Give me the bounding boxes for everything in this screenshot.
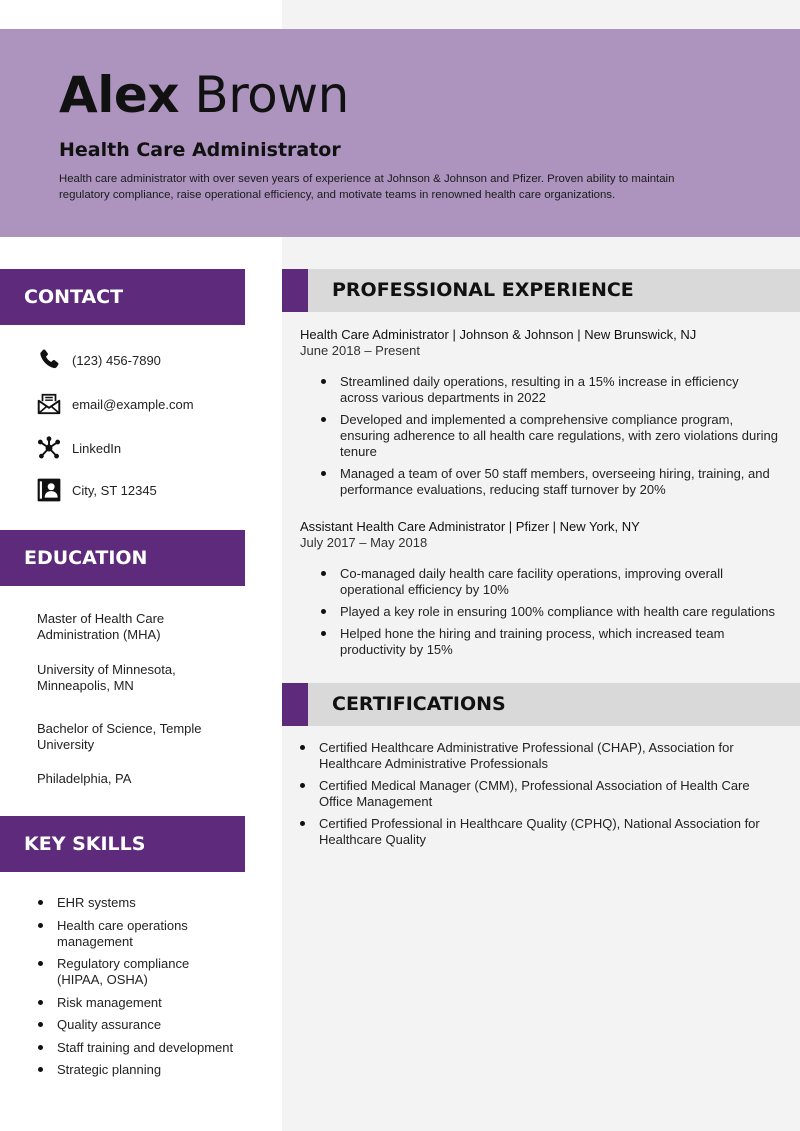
education-location-2: Philadelphia, PA bbox=[37, 771, 132, 786]
contact-linkedin[interactable] bbox=[36, 434, 121, 462]
job-bullets-2 bbox=[320, 566, 790, 664]
skill-item: Health care operations management bbox=[37, 918, 237, 950]
certifications-list bbox=[299, 740, 774, 854]
contact-phone bbox=[36, 346, 161, 374]
email-address[interactable]: email@example.com bbox=[72, 396, 194, 412]
first-name: Alex bbox=[59, 66, 179, 124]
education-degree-1: Master of Health Care Administration (MHA) bbox=[37, 611, 165, 642]
education-degree-2: Bachelor of Science, Temple University bbox=[37, 721, 202, 752]
contact-location bbox=[36, 476, 157, 504]
skill-item: Strategic planning bbox=[37, 1062, 237, 1078]
last-name: Brown bbox=[194, 66, 349, 124]
network-icon bbox=[36, 435, 62, 461]
address-book-icon bbox=[36, 477, 62, 503]
skill-item: Risk management bbox=[37, 995, 237, 1011]
skill-item: Quality assurance bbox=[37, 1017, 237, 1033]
job-title-2: Assistant Health Care Administrator | Pfizer | New York, NY bbox=[300, 519, 640, 534]
section-accent-tab bbox=[282, 269, 308, 312]
envelope-icon bbox=[36, 391, 62, 417]
experience-heading: PROFESSIONAL EXPERIENCE bbox=[332, 279, 634, 301]
section-accent-tab bbox=[282, 683, 308, 726]
candidate-name bbox=[59, 64, 349, 126]
linkedin-link[interactable]: LinkedIn bbox=[72, 440, 122, 456]
resume-header bbox=[0, 29, 800, 237]
job-bullet: Developed and implemented a comprehensive compliance program, ensuring adherence to all health care regulations, with zero violations during tenure bbox=[320, 412, 780, 460]
certifications-heading: CERTIFICATIONS bbox=[332, 693, 506, 715]
education-heading: EDUCATION bbox=[0, 530, 245, 586]
job-bullets-1 bbox=[320, 374, 780, 504]
phone-icon bbox=[36, 347, 62, 373]
skill-item: EHR systems bbox=[37, 895, 237, 911]
job-bullet: Helped hone the hiring and training process, which increased team productivity by 15% bbox=[320, 626, 790, 658]
contact-email[interactable] bbox=[36, 390, 194, 418]
job-dates-1: June 2018 – Present bbox=[300, 343, 420, 358]
certification-item: Certified Professional in Healthcare Quality (CPHQ), National Association for Healthcare Quality bbox=[299, 816, 774, 848]
skills-list bbox=[37, 895, 237, 1085]
certifications-header-bar bbox=[282, 683, 800, 726]
experience-header-bar bbox=[282, 269, 800, 312]
job-bullet: Managed a team of over 50 staff members, overseeing hiring, training, and performance evaluations, reducing staff turnover by 20% bbox=[320, 466, 780, 498]
contact-heading: CONTACT bbox=[0, 269, 245, 325]
job-bullet: Streamlined daily operations, resulting in a 15% increase in efficiency across various departments in 2022 bbox=[320, 374, 780, 406]
location-text: City, ST 12345 bbox=[72, 482, 157, 498]
skills-heading: KEY SKILLS bbox=[0, 816, 245, 872]
phone-number: (123) 456-7890 bbox=[72, 352, 161, 368]
certification-item: Certified Healthcare Administrative Professional (CHAP), Association for Healthcare Administrative Professionals bbox=[299, 740, 774, 772]
job-title: Health Care Administrator bbox=[59, 139, 341, 161]
professional-summary: Health care administrator with over seven years of experience at Johnson & Johnson and Pfizer. Proven ability to maintain regulatory compliance, raise operational efficiency, and motivate teams in renowned health care organizations. bbox=[59, 173, 675, 201]
job-dates-2: July 2017 – May 2018 bbox=[300, 535, 428, 550]
education-school-1: University of Minnesota, Minneapolis, MN bbox=[37, 662, 176, 693]
certification-item: Certified Medical Manager (CMM), Professional Association of Health Care Office Management bbox=[299, 778, 774, 810]
job-bullet: Played a key role in ensuring 100% compliance with health care regulations bbox=[320, 604, 790, 620]
job-bullet: Co-managed daily health care facility operations, improving overall operational efficiency by 10% bbox=[320, 566, 790, 598]
skill-item: Regulatory compliance (HIPAA, OSHA) bbox=[37, 956, 237, 988]
job-title-1: Health Care Administrator | Johnson & Johnson | New Brunswick, NJ bbox=[300, 327, 697, 342]
skill-item: Staff training and development bbox=[37, 1040, 237, 1056]
